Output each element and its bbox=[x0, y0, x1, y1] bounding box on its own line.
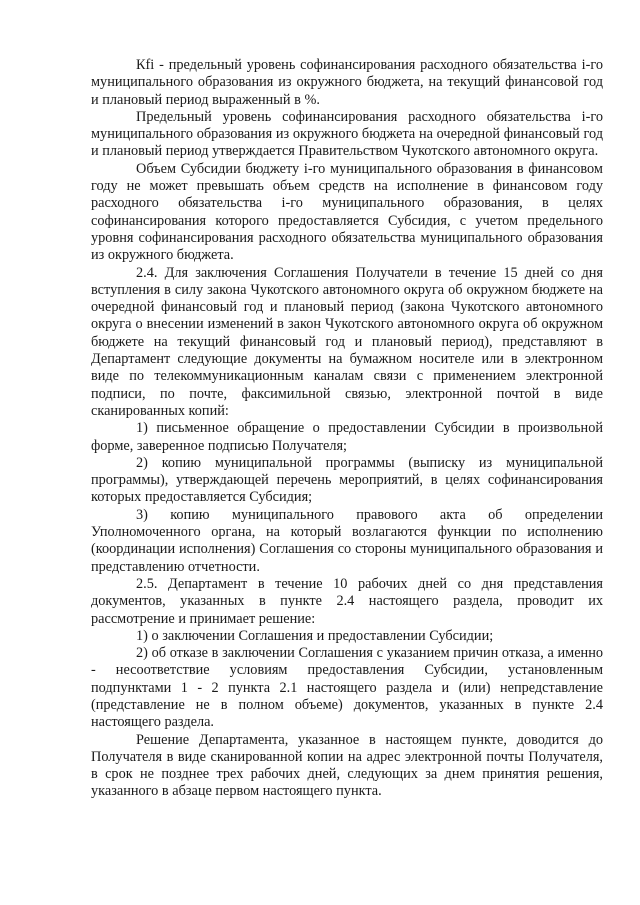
paragraph-cofinancing-level: Предельный уровень софинансирования расходного обязательства i-го муниципального образования из окружного бюджета на очередной финансовый год и плановый период утверждается Правительством Чукотского автономного округа. bbox=[91, 108, 603, 160]
list-item-program-copy: 2) копию муниципальной программы (выписку из муниципальной программы), утверждающей перечень мероприятий, в целях софинансирования которых предоставляется Субсидия; bbox=[91, 454, 603, 506]
paragraph-decision-notification: Решение Департамента, указанное в настоящем пункте, доводится до Получателя в виде сканированной копии на адрес электронной почты Получателя, в срок не позднее трех рабочих дней, следующих за днем принятия решения, указанного в абзаце первом настоящего пункта. bbox=[91, 731, 603, 800]
paragraph-kfi-definition: Кfi - предельный уровень софинансирования расходного обязательства i-го муниципального образования из окружного бюджета, на текущий финансовой год и плановый период выраженный в %. bbox=[91, 57, 603, 108]
list-item-decision-approve: 1) о заключении Соглашения и предоставлении Субсидии; bbox=[136, 627, 494, 644]
paragraph-clause-2-4: 2.4. Для заключения Соглашения Получатели в течение 15 дней со дня вступления в силу закона Чукотского автономного округа об окружном бюджете на очередной финансовый год и плановый период (закона Чукотского автономного округа о внесении изменений в закон Чукотского автономного округа об окружном бюджете на текущий финансовый год и плановый период), представляют в Департамент следующие документы на бумажном носителе или в электронном виде по телекоммуникационным каналам связи с применением электронной подписи, по почте, факсимильной связью, электронной почтой в виде сканированных копий: bbox=[91, 264, 603, 419]
paragraph-clause-2-5: 2.5. Департамент в течение 10 рабочих дней со дня представления документов, указанных в пункте 2.4 настоящего раздела, проводит их рассмотрение и принимает решение: bbox=[91, 575, 603, 627]
list-item-written-request: 1) письменное обращение о предоставлении Субсидии в произвольной форме, заверенное подписью Получателя; bbox=[91, 420, 603, 454]
list-item-decision-refuse: 2) об отказе в заключении Соглашения с указанием причин отказа, а именно - несоответствие условиям предоставления Субсидии, установленным подпунктами 1 - 2 пункта 2.1 настоящего раздела и (или) непредставление (представление не в полном объеме) документов, указанных в пункте 2.4 настоящего раздела. bbox=[91, 645, 603, 731]
document-body bbox=[91, 57, 603, 801]
paragraph-subsidy-volume: Объем Субсидии бюджету i-го муниципального образования в финансовом году не может превышать объем средств на исполнение в финансовом году расходного обязательства i-го муниципального образования, в целях софинансирования которого предоставляется Субсидия, с учетом предельного уровня софинансирования расходного обязательства муниципального образования из окружного бюджета. bbox=[91, 160, 603, 264]
list-item-legal-act-copy: 3) копию муниципального правового акта об определении Уполномоченного органа, на который возлагаются функции по исполнению (координации исполнения) Соглашения со стороны муниципального образования и представлению отчетности. bbox=[91, 506, 603, 575]
